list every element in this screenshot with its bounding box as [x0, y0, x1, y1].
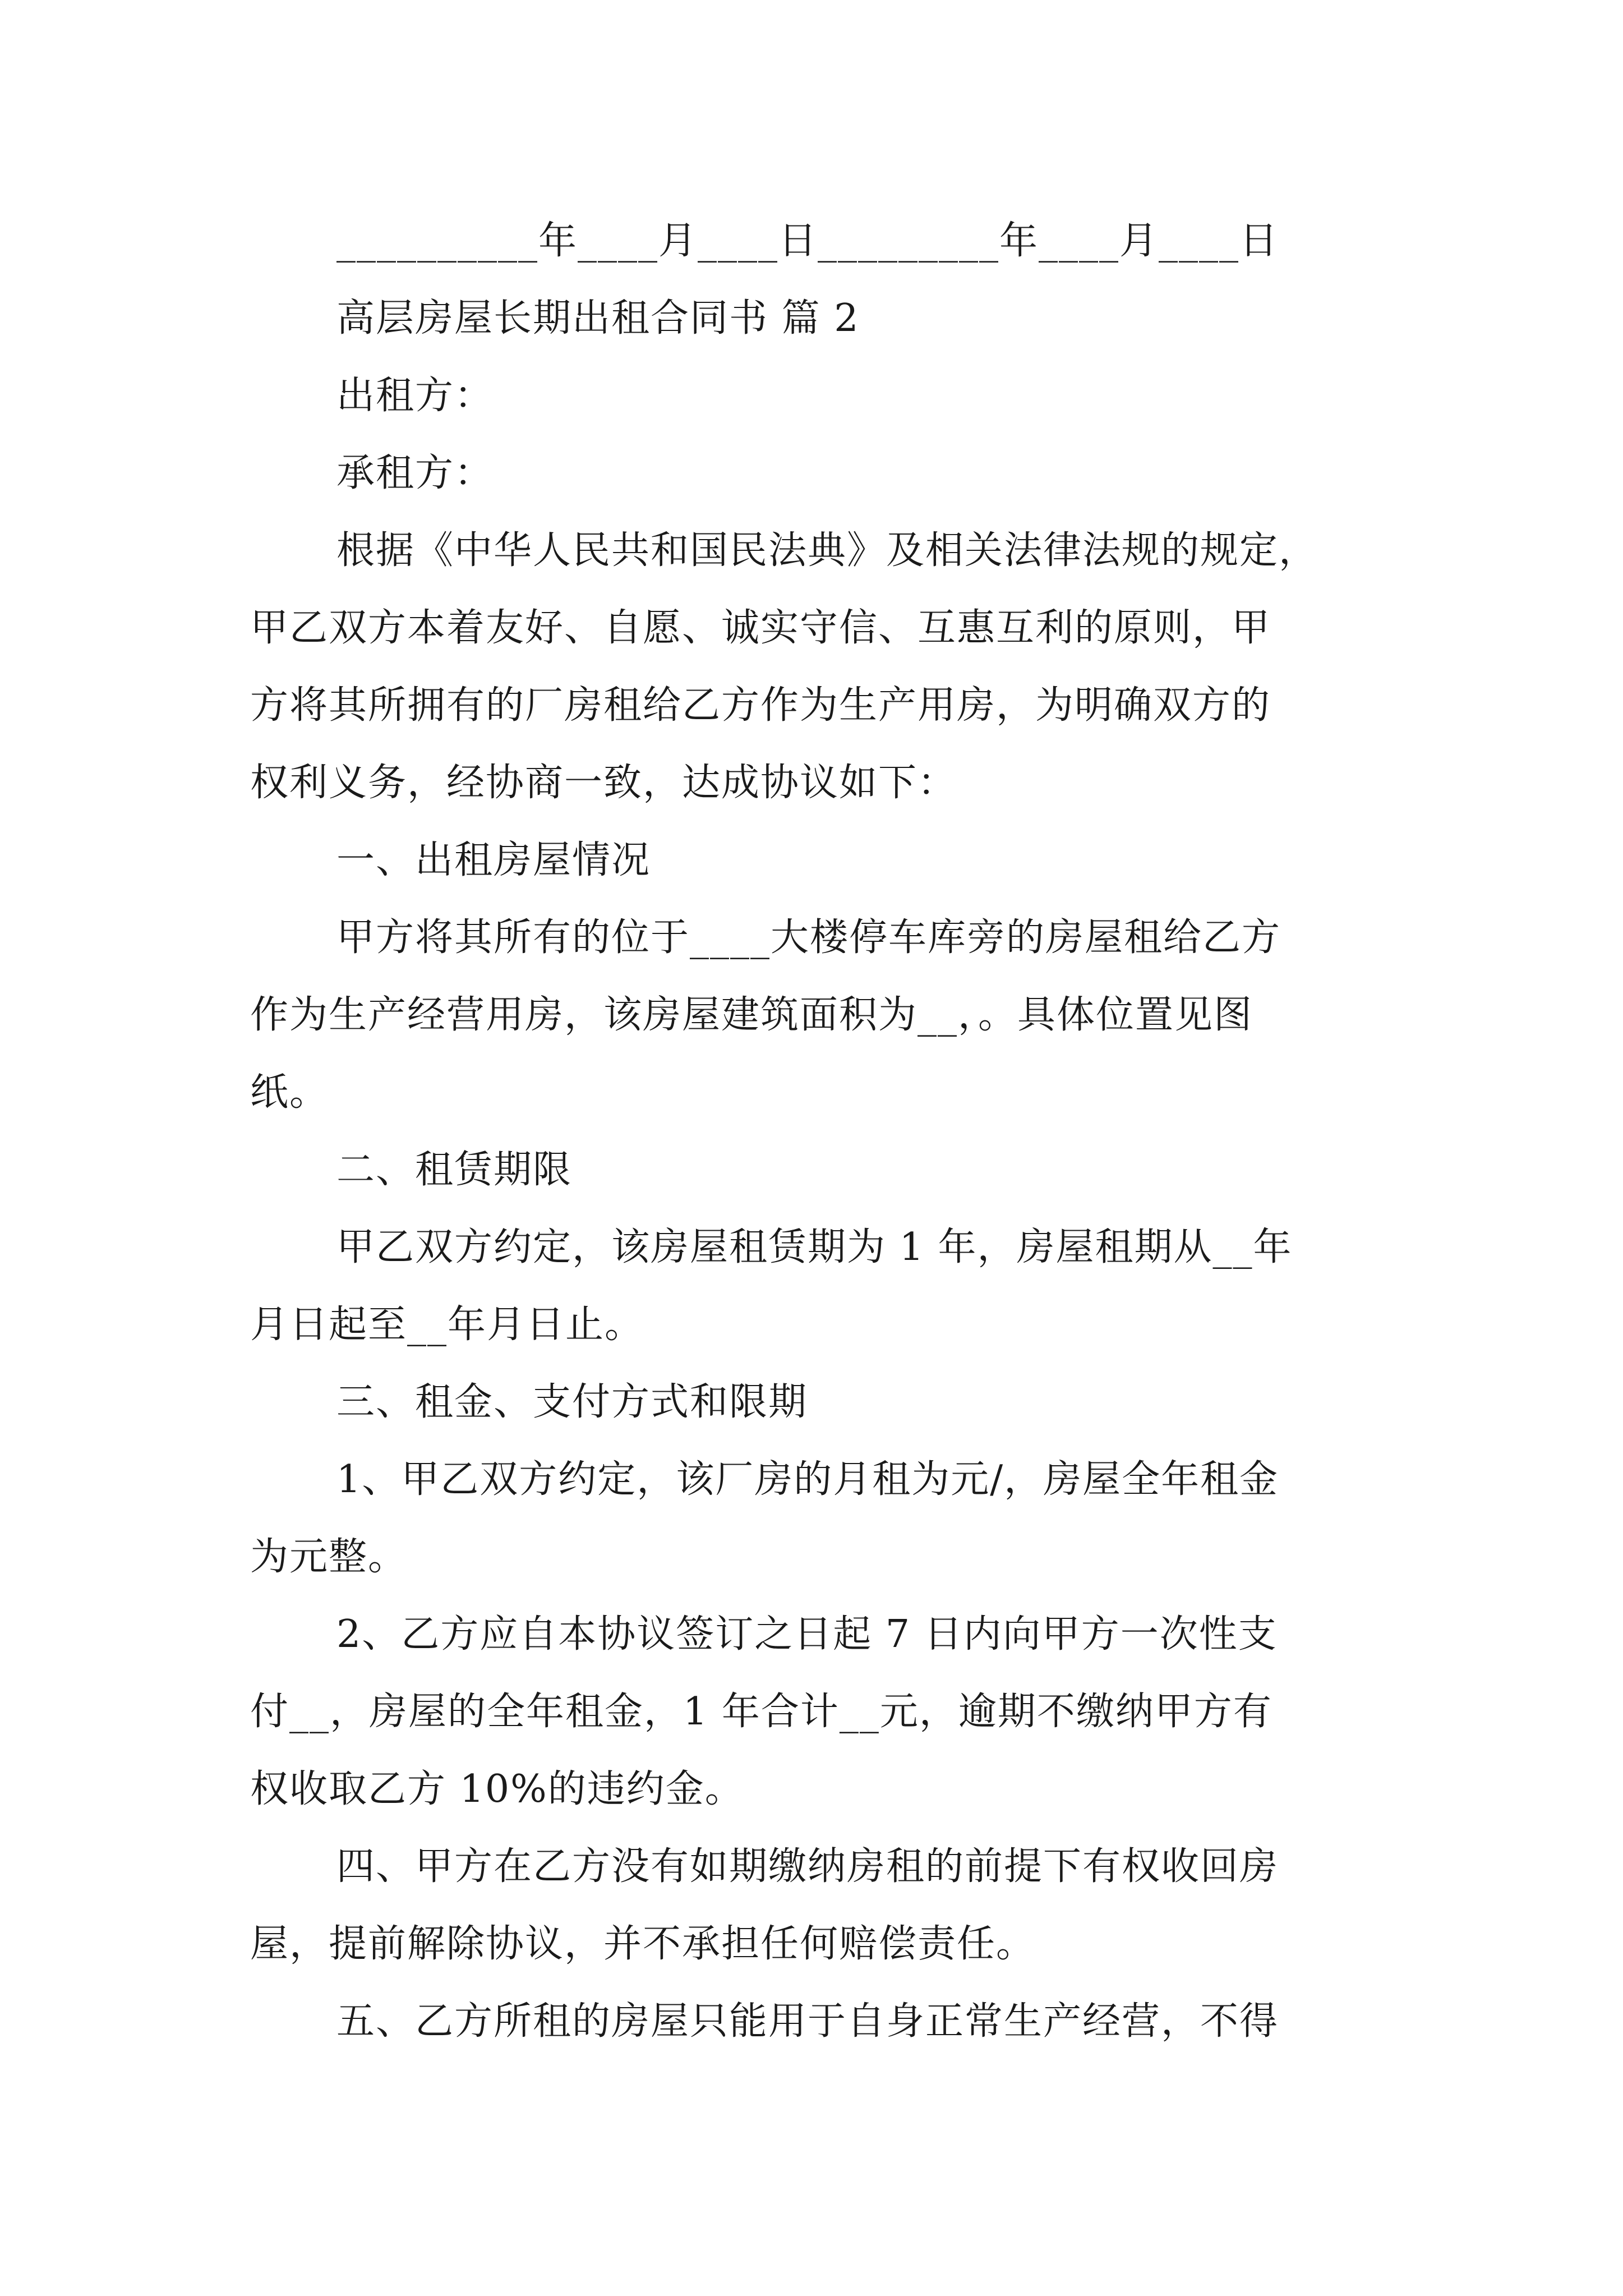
paragraph-line: 作为生产经营用房，该房屋建筑面积为__，。具体位置见图 [250, 993, 1253, 1037]
paragraph-line: 甲乙双方本着友好、自愿、诚实守信、互惠互利的原则，甲 [250, 606, 1271, 650]
paragraph-line: 月日起至__年月日止。 [250, 1303, 644, 1347]
paragraph-line: 方将其所拥有的厂房租给乙方作为生产用房，为明确双方的 [250, 683, 1271, 728]
paragraph-line: 权利义务，经协商一致，达成协议如下： [250, 761, 957, 805]
paragraph-line: 付__，房屋的全年租金，1 年合计__元，逾期不缴纳甲方有 [250, 1690, 1272, 1734]
lessee-label: 承租方： [336, 451, 494, 495]
paragraph-line: 屋，提前解除协议，并不承担任何赔偿责任。 [250, 1922, 1036, 1966]
paragraph-line: 四、甲方在乙方没有如期缴纳房租的前提下有权收回房 [336, 1844, 1279, 1889]
paragraph-line: 2、乙方应自本协议签订之日起 7 日内向甲方一次性支 [336, 1612, 1278, 1657]
paragraph-line: 根据《中华人民共和国民法典》及相关法律法规的规定， [336, 528, 1318, 573]
paragraph-line: 纸。 [250, 1070, 329, 1115]
section-heading: 二、租赁期限 [336, 1148, 573, 1192]
document-title: 高层房屋长期出租合同书 篇 2 [336, 296, 860, 341]
paragraph-line: 权收取乙方 10%的违约金。 [250, 1767, 744, 1811]
section-heading: 三、租金、支付方式和限期 [336, 1380, 808, 1424]
paragraph-line: 为元整。 [250, 1535, 408, 1579]
paragraph-line: 1、甲乙双方约定，该厂房的月租为元/，房屋全年租金 [336, 1457, 1279, 1502]
date-line: __________年____月____日_________年____月____日 [336, 219, 1279, 263]
paragraph-line: 五、乙方所租的房屋只能用于自身正常生产经营，不得 [336, 1999, 1279, 2044]
lessor-label: 出租方： [336, 374, 494, 418]
paragraph-line: 甲方将其所有的位于____大楼停车库旁的房屋租给乙方 [336, 915, 1281, 960]
paragraph-line: 甲乙双方约定，该房屋租赁期为 1 年，房屋租期从__年 [336, 1225, 1293, 1269]
section-heading: 一、出租房屋情况 [336, 838, 651, 882]
